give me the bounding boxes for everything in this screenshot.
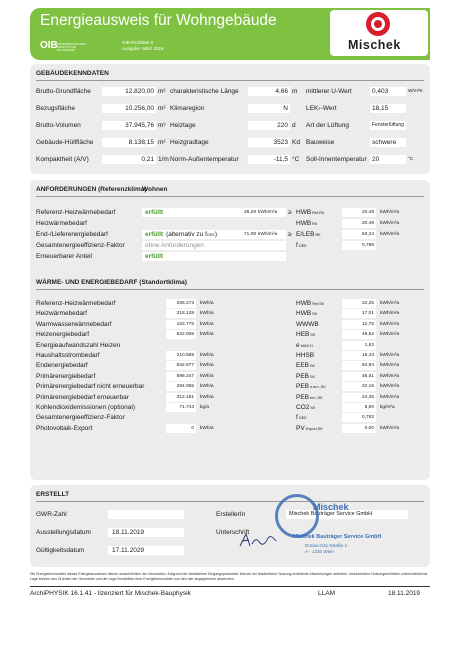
bedarf-kennwert: 12,78 <box>342 320 376 329</box>
kenndaten-value: 8.138,15 <box>102 138 156 147</box>
bedarf-kennzahl-symbol: HHSB <box>296 352 315 359</box>
anforderung-kennzahl <box>296 220 317 227</box>
bedarf-label: Kohlendioxidemissionen (optional) <box>36 404 136 411</box>
bedarf-value: 210.569 <box>166 351 196 360</box>
bedarf-kennzahl-subscript: n.ern.,SK <box>310 385 326 390</box>
kenndaten-value: 12.820,00 <box>102 87 156 96</box>
bedarf-label: Gesamtenergieeffizienz-Faktor <box>36 414 125 422</box>
section-title: WÄRME- UND ENERGIEBEDARF (Standortklima) <box>36 279 187 286</box>
kenndaten-value: Fensterlüftung <box>370 121 406 130</box>
kenndaten-label: Gebäude-Hüllfläche <box>36 139 94 146</box>
kenndaten-label: Brutto-Volumen <box>36 122 81 129</box>
kenndaten-value: 37.945,76 <box>102 121 156 130</box>
bedarf-value: 0 <box>166 424 196 433</box>
stamp-company: Mischek Bauträger Service GmbH <box>293 534 382 540</box>
bedarf-unit: kWh/a <box>200 353 214 358</box>
bedarf-kennzahl-subscript: Ref,SK <box>312 302 325 306</box>
anforderung-label: End-/Lieferenergiebedarf <box>36 231 108 238</box>
bedarf-kennwert: 22,25 <box>342 299 376 308</box>
bedarf-kennzahl-symbol: PEB <box>296 383 310 391</box>
kenndaten-unit: °C <box>292 156 300 163</box>
anforderung-kennzahl-subscript: RK <box>315 233 321 237</box>
kenndaten-label <box>306 105 337 112</box>
kenndaten-label: Heizgradtage <box>170 139 209 146</box>
footer-code: LLAM <box>318 590 335 597</box>
anforderung-unit: kWh/m²a <box>258 210 278 215</box>
bedarf-label: Warmwasserwärmebedarf <box>36 320 112 328</box>
footer-software: ArchiPHYSIK 16.1.41 - lizenziert für Mischek-Bauphysik <box>30 590 191 597</box>
bedarf-kennwert-unit: kg/m²a <box>380 405 395 410</box>
bedarf-kennzahl-symbol: HEB <box>296 331 310 339</box>
kenndaten-label: Brutto-Grundfläche <box>36 88 91 95</box>
bedarf-kennwert: 1,63 <box>342 341 376 350</box>
anforderung-label: Erneuerbarer Anteil <box>36 253 93 260</box>
bedarf-value: 218.128 <box>166 309 196 318</box>
bedarf-unit: kWh/a <box>200 394 214 400</box>
anforderung-unit: kWh/m²a <box>258 232 278 237</box>
bedarf-kennwert-unit: kWh/m²a <box>380 332 400 338</box>
bedarf-kennwert-unit: kWh/m²a <box>380 425 400 431</box>
divider <box>36 80 424 81</box>
gwr-label: GWR-Zahl <box>36 511 67 518</box>
section-title: ERSTELLT <box>36 491 70 498</box>
bedarf-unit: kWh/a <box>200 301 214 306</box>
bedarf-kennzahl <box>296 342 313 349</box>
anforderung-status <box>142 252 286 261</box>
bedarf-kennwert: 48,52 <box>342 330 376 339</box>
stamp-ring-icon <box>275 494 319 538</box>
bedarf-unit: kWh/a <box>200 321 214 327</box>
anforderung-kennzahl-symbol: HWB <box>296 209 312 216</box>
bedarf-label: Primärenergiebedarf erneuerbar <box>36 393 129 401</box>
bedarf-unit: kWh/a <box>200 363 214 369</box>
bedarf-label: Photovoltaik-Export <box>36 424 93 432</box>
anforderung-value: 26,29 <box>243 210 256 215</box>
anforderung-status-extra-end: ) <box>214 231 218 238</box>
anforderung-operator: ≥ <box>288 231 292 238</box>
kenndaten-value: 220 <box>248 121 290 130</box>
gebaeudekenndaten-panel <box>30 64 430 174</box>
anforderung-label: Heizwärmebedarf <box>36 220 87 227</box>
kenndaten-unit: d <box>292 122 296 129</box>
mischek-logo-text: Mischek <box>348 38 401 52</box>
oib-logo: OIB <box>40 40 58 51</box>
kenndaten-label: charakteristische Länge <box>170 88 239 95</box>
bedarf-label: Energieaufwandszahl Heizen <box>36 341 121 349</box>
anforderungen-panel <box>30 180 430 480</box>
bedarf-label: Primärenergiebedarf <box>36 372 96 380</box>
bedarf-kennzahl <box>296 425 323 432</box>
unterschrift-label: Unterschrift <box>216 529 250 536</box>
gueltigkeitsdatum-label: Gültigkeitsdatum <box>36 547 85 554</box>
kenndaten-label: Kompaktheit (A/V) <box>36 156 89 163</box>
mischek-logo <box>330 10 428 56</box>
bedarf-label: Referenz-Heizwärmebedarf <box>36 300 116 307</box>
bedarf-kennzahl-symbol: f <box>296 414 298 422</box>
bedarf-kennzahl <box>296 352 315 359</box>
divider <box>36 196 424 197</box>
bedarf-unit: kWh/a <box>200 425 214 431</box>
bedarf-kennwert-unit: kWh/m²a <box>380 353 400 358</box>
bedarf-kennzahl-subscript: SK <box>310 364 316 369</box>
bedarf-unit: kWh/a <box>200 384 214 390</box>
bedarf-kennzahl-subscript: AWZ,H <box>300 343 313 348</box>
stamp-address: Donau-City-Straße 1 A - 1220 Wien <box>305 543 348 554</box>
anforderung-status-text: ohne Anforderungen <box>145 242 204 249</box>
bedarf-kennzahl-symbol: EEB <box>296 362 310 370</box>
bedarf-kennzahl-subscript: SK <box>312 312 318 317</box>
bedarf-kennzahl <box>296 394 323 401</box>
kenndaten-unit: m² <box>158 88 166 95</box>
kenndaten-value: 18,15 <box>370 104 406 113</box>
bedarf-kennwert-unit: kWh/m²a <box>380 363 400 369</box>
gwr-value <box>108 510 184 519</box>
anforderung-kennwert-unit: kWh/m²a <box>380 221 400 226</box>
bedarf-kennwert: 46,51 <box>342 372 376 381</box>
bedarf-kennzahl <box>296 362 315 369</box>
anforderung-kennzahl-subscript: Ref,RK <box>312 211 325 215</box>
lek-l3sub: T <box>318 106 321 111</box>
kenndaten-label: mittlerer U-Wert <box>306 88 352 95</box>
gueltigkeitsdatum-value: 17.11.2029 <box>108 546 184 555</box>
footer-date: 18.11.2019 <box>388 590 421 597</box>
kenndaten-unit: m² <box>158 105 166 112</box>
kenndaten-value: 3523 <box>248 138 290 147</box>
document-title: Energieausweis für Wohngebäude <box>40 12 277 29</box>
anforderung-status-text: erfüllt <box>145 231 164 238</box>
bedarf-kennwert: 0,782 <box>342 413 376 422</box>
anforderung-kennzahl <box>296 242 307 249</box>
bedarf-kennzahl-subscript: GEE <box>298 416 307 421</box>
bedarf-kennzahl <box>296 321 320 328</box>
bedarf-kennwert: 16,43 <box>342 351 376 360</box>
bedarf-unit: kWh/a <box>200 332 214 338</box>
bedarf-kennwert: 5,60 <box>342 403 376 412</box>
company-stamp <box>265 494 405 564</box>
bedarf-label: Endenergiebedarf <box>36 362 88 370</box>
kenndaten-label: Bezugsfläche <box>36 105 76 112</box>
kenndaten-value: -11,5 <box>248 155 290 164</box>
lek-l3b: -Wert <box>320 105 337 112</box>
bedarf-kennwert-unit: kWh/m²a <box>380 384 400 390</box>
bedarf-kennzahl <box>296 310 317 317</box>
bedarf-label: Haushaltsstrombedarf <box>36 352 100 359</box>
anforderung-label: Gesamtenergieeffizienz-Faktor <box>36 242 125 249</box>
richtlinie-info: OIB-Richtlinie 6 Ausgabe: März 2015 <box>122 40 164 51</box>
bedarf-kennzahl-symbol: HWB <box>296 300 312 307</box>
bedarf-value: 265.273 <box>166 299 196 308</box>
bedarf-kennzahl <box>296 373 315 380</box>
bedarf-kennwert-unit: kWh/m²a <box>380 311 400 317</box>
anforderung-kennzahl-symbol: HWB <box>296 220 312 227</box>
kenndaten-unit: m² <box>158 139 166 146</box>
bedarf-kennzahl-symbol: HWB <box>296 310 312 318</box>
anforderung-kennwert: 63,24 <box>342 230 376 239</box>
anforderung-kennzahl-subscript: GEE <box>298 244 307 248</box>
bedarf-kennwert-unit: kWh/m²a <box>380 394 400 400</box>
divider <box>36 289 424 290</box>
bedarf-kennzahl-subscript: SK <box>310 406 316 410</box>
bedarf-kennzahl-symbol: WWWB <box>296 320 319 328</box>
bedarf-kennwert: 0,00 <box>342 424 376 433</box>
bedarf-kennzahl-subscript: ern.,SK <box>310 395 323 400</box>
anforderung-kennzahl <box>296 209 324 216</box>
kenndaten-unit: Kd <box>292 139 300 146</box>
kenndaten-label: Heiztage <box>170 122 196 129</box>
bedarf-kennwert-unit: kWh/m²a <box>380 301 400 306</box>
anforderung-status-extra-sub: GEE <box>206 233 215 237</box>
disclaimer-note: Die Energiekennzahlen dieses Energieausweises dienen ausschließlich der Information. Aufgrund der idealisierten Eingangsparameter können bei tatsächlicher Nutzung erhebliche Abweichungen auftreten. Insbesondere Nutzungseinheiten unterschiedlicher Lage können aus Gründen der Geometrie und der Lage hinsichtlich ihrer Energiekennzahlen von den hier angegebenen abweichen. <box>30 572 428 581</box>
anforderung-kennwert: 20,49 <box>342 219 376 228</box>
bedarf-unit: kg/a <box>200 405 210 410</box>
footer-divider <box>30 586 430 587</box>
kenndaten-value: 0,21 <box>102 155 156 164</box>
bedarf-value: 71.743 <box>166 403 196 412</box>
anforderung-value: 71,08 <box>243 232 256 237</box>
kenndaten-unit: m³ <box>158 122 166 129</box>
bedarf-kennzahl-symbol: e <box>296 341 300 349</box>
kenndaten-unit: °C <box>408 157 414 162</box>
bedarf-value: 284.065 <box>166 382 196 391</box>
anforderung-label: Referenz-Heizwärmebedarf <box>36 209 116 216</box>
bedarf-unit: kWh/a <box>200 311 214 317</box>
bedarf-kennzahl <box>296 414 307 421</box>
signature-icon <box>238 532 278 548</box>
bedarf-kennzahl-subscript: SK <box>310 374 316 379</box>
kenndaten-label: Klimaregion <box>170 105 205 112</box>
kenndaten-label: Bauweise <box>306 139 335 146</box>
kenndaten-value: schwere <box>370 138 406 147</box>
anforderung-kennwert: 20,49 <box>342 208 376 217</box>
bedarf-kennzahl-symbol: PEB <box>296 393 310 401</box>
anforderung-kennzahl <box>296 231 321 238</box>
bedarf-kennwert: 22,16 <box>342 382 376 391</box>
bedarf-label: Primärenergiebedarf nicht erneuerbar <box>36 383 145 391</box>
bedarf-kennwert: 17,01 <box>342 309 376 318</box>
anforderung-kennwert-unit: kWh/m²a <box>380 210 400 215</box>
bedarf-kennzahl-subscript: Export,SK <box>305 426 323 431</box>
bedarf-kennzahl <box>296 300 324 307</box>
stamp-name: Mischek <box>313 502 349 512</box>
lek-l3: LEK <box>306 105 319 112</box>
bedarf-label: Heizenergiebedarf <box>36 331 90 339</box>
kenndaten-value: 0,403 <box>370 87 406 96</box>
kenndaten-value: 4,66 <box>248 87 290 96</box>
bedarf-kennwert: 24,35 <box>342 393 376 402</box>
bedarf-kennzahl-subscript: SK <box>310 333 316 338</box>
ausstellungsdatum-label: Ausstellungsdatum <box>36 529 91 536</box>
section-title: GEBÄUDEKENNDATEN <box>36 70 109 77</box>
bedarf-kennzahl-symbol: PEB <box>296 372 310 380</box>
kenndaten-label: Soll-Innentemperatur <box>306 156 367 163</box>
bedarf-kennzahl <box>296 404 315 411</box>
anforderung-status <box>142 241 286 250</box>
oib-logo-subtitle: ÖSTERREICHISCHES INSTITUT FÜR BAUTECHNIK <box>57 42 86 53</box>
bedarf-kennzahl-symbol: PV <box>296 424 305 432</box>
bedarf-unit: kWh/a <box>200 373 214 379</box>
bedarf-kennwert: 64,94 <box>342 361 376 370</box>
section-title: ANFORDERUNGEN (Referenzklima) <box>36 186 147 193</box>
anforderung-kennwert-unit: kWh/m²a <box>380 232 400 237</box>
bedarf-kennzahl <box>296 331 315 338</box>
usage-kind: Wohnen <box>142 186 168 193</box>
anforderung-status-text: erfüllt <box>145 209 164 216</box>
kenndaten-value: N <box>248 104 290 113</box>
bedarf-value: 622.008 <box>166 330 196 339</box>
kenndaten-label: Norm-Außentemperatur <box>170 156 239 163</box>
anforderung-kennzahl-symbol: E/LEB <box>296 231 315 238</box>
ersteller-label: ErstellerIn <box>216 511 246 518</box>
kenndaten-unit: 1/m <box>158 156 169 163</box>
bedarf-kennwert-unit: kWh/m²a <box>380 373 400 379</box>
bedarf-value: 596.247 <box>166 372 196 381</box>
anforderung-operator: ≥ <box>288 209 292 216</box>
bedarf-value: 163.775 <box>166 320 196 329</box>
anforderung-kennzahl-symbol: f <box>296 242 298 249</box>
bedarf-label: Heizwärmebedarf <box>36 310 87 318</box>
kenndaten-unit: m <box>292 88 298 95</box>
kenndaten-value: 10.256,00 <box>102 104 156 113</box>
ausstellungsdatum-value: 18.11.2019 <box>108 528 184 537</box>
kenndaten-value: 20 <box>370 155 406 164</box>
kenndaten-label: Art der Lüftung <box>306 122 349 129</box>
bedarf-value: 312.181 <box>166 393 196 402</box>
kenndaten-unit: W/m²K <box>408 89 423 94</box>
anforderung-kennwert: 0,789 <box>342 241 376 250</box>
anforderung-status-extra: (alternativ zu f <box>166 231 207 238</box>
bedarf-kennzahl-symbol: CO2 <box>296 404 310 411</box>
anforderung-status-text: erfüllt <box>145 253 164 260</box>
mischek-logo-icon <box>366 12 390 36</box>
anforderung-kennzahl-subscript: RK <box>312 222 318 226</box>
bedarf-kennzahl <box>296 383 326 390</box>
bedarf-kennwert-unit: kWh/m²a <box>380 321 400 327</box>
ersteller-value: Mischek Bauträger Service GmbH <box>286 510 408 519</box>
bedarf-value: 832.577 <box>166 361 196 370</box>
